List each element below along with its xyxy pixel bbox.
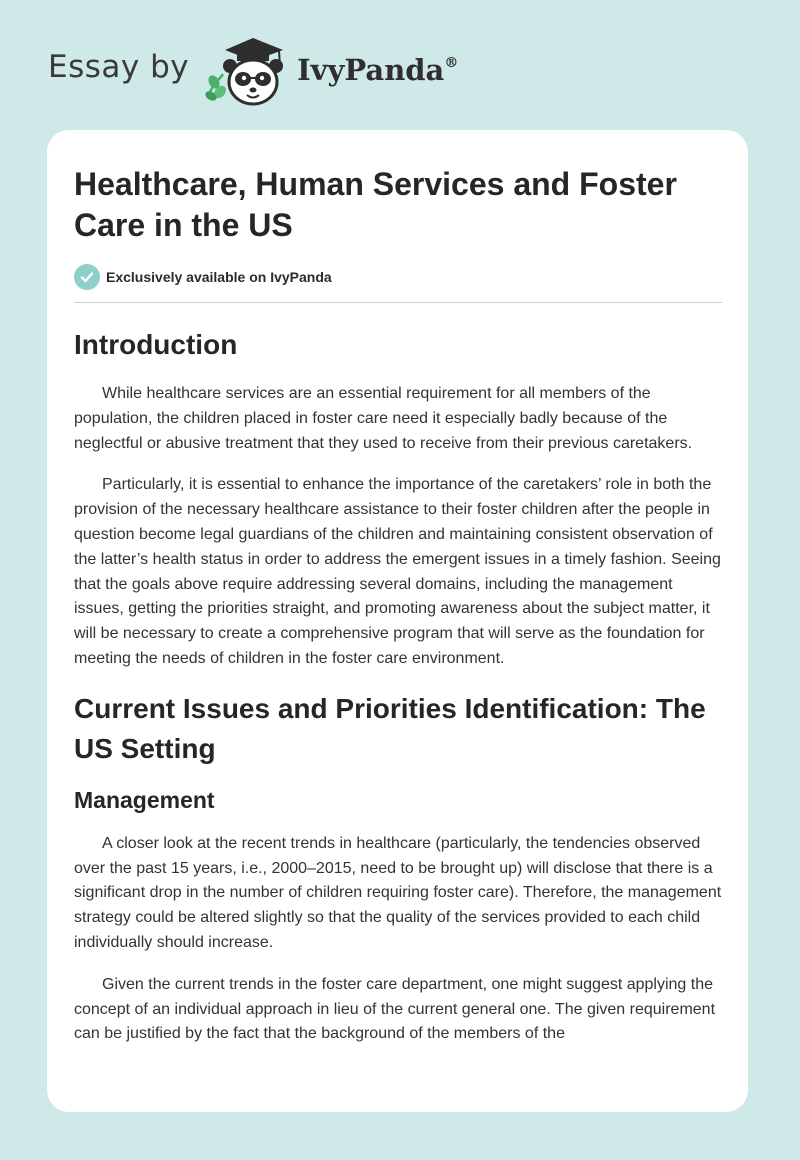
check-icon: [74, 264, 100, 290]
exclusive-badge: [74, 264, 722, 290]
panda-graduate-icon[interactable]: [203, 30, 295, 110]
exclusive-label: Exclusively available on IvyPanda: [106, 269, 332, 285]
paragraph: Particularly, it is essential to enhance the importance of the caretakers’ role in both the provision of the necessary healthcare assistance to their foster children after the people in question become legal guardians of the children and maintaining consistent observation of the latter’s health status in order to address the emergent issues in a timely fashion. Seeing that the goals above require addressing several domains, including the management issues, getting the priorities straight, and promoting awareness about the subject matter, it will be necessary to create a comprehensive program that will serve as the foundation for meeting the needs of children in the foster care environment.: [74, 476, 721, 667]
registered-mark: ®: [444, 55, 459, 71]
divider: [74, 302, 722, 303]
heading-current-issues: Current Issues and Priorities Identification: The US Setting: [74, 692, 706, 764]
heading-management: Management: [74, 786, 215, 813]
paragraph: Given the current trends in the foster care department, one might suggest applying the concept of an individual approach in lieu of the current general one. The given requirement can be justified by the fact that the background of the members of the: [74, 975, 716, 1043]
heading-introduction: Introduction: [74, 329, 238, 360]
site-header: [48, 30, 458, 110]
brand-name[interactable]: IvyPanda®: [297, 53, 459, 87]
paragraph: While healthcare services are an essential requirement for all members of the population, the children placed in foster care need it especially badly because of the neglectful or abusive treatment that they used to receive from their previous caretakers.: [74, 385, 693, 452]
paragraph: A closer look at the recent trends in healthcare (particularly, the tendencies observed over the past 15 years, i.e., 2000–2015, need to be brought up) will disclose that there is a significant drop in the number of children requiring foster care). Therefore, the management strategy could be altered slightly so that the quality of the services provided to each child individually should increase.: [74, 834, 722, 951]
essay-card: [47, 130, 748, 1112]
page-title: Healthcare, Human Services and Foster Care in the US: [74, 166, 677, 243]
essay-by-label: Essay by: [48, 49, 190, 85]
